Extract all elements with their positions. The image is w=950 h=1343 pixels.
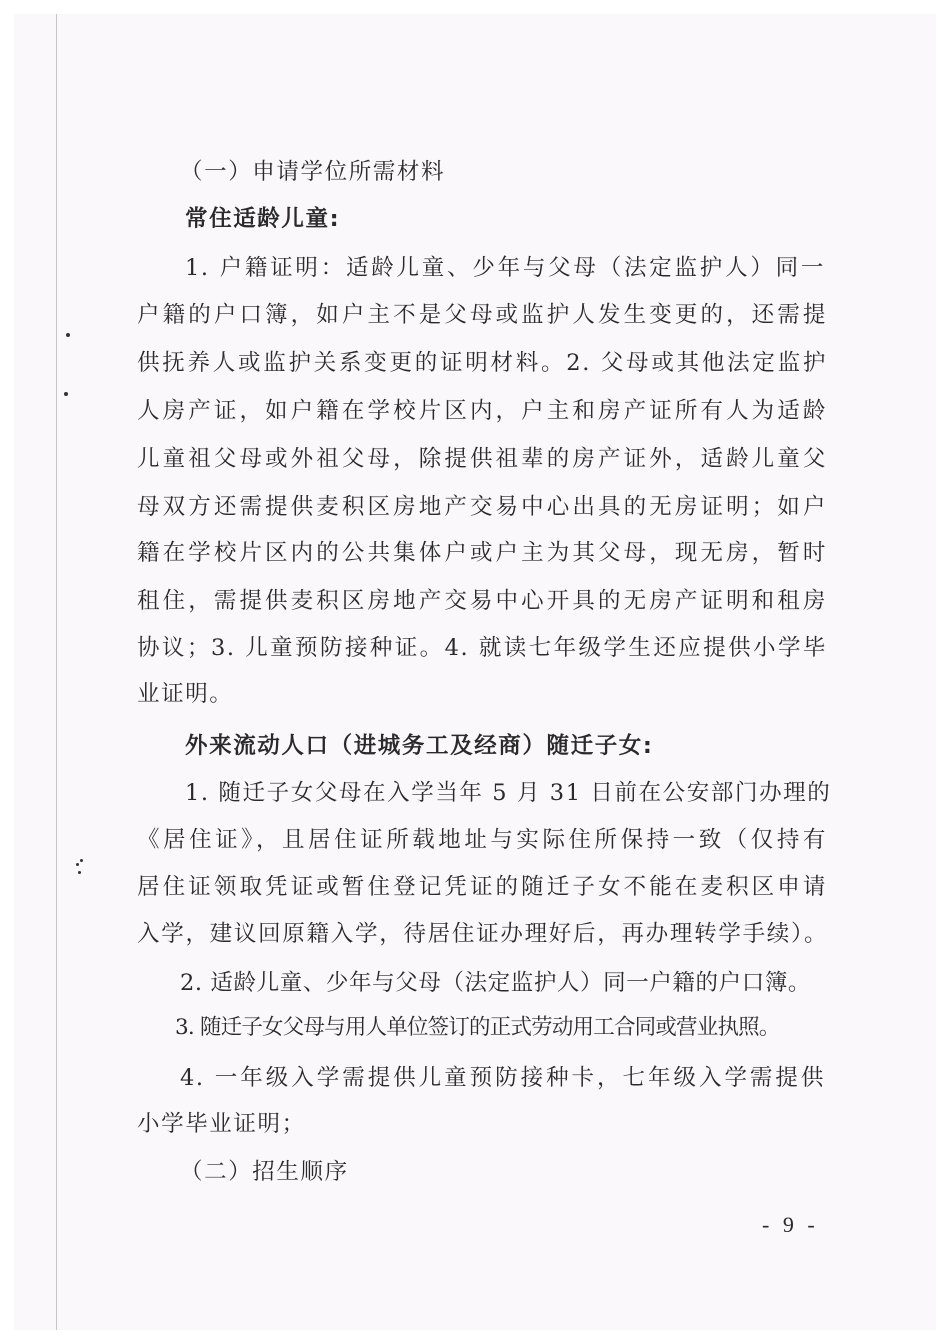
paragraph-line: 租住，需提供麦积区房地产交易中心开具的无房产证明和租房 [137,588,827,614]
paragraph-line: 4. 一年级入学需提供儿童预防接种卡，七年级入学需提供 [180,1065,825,1091]
section-heading-enrollment-order: （二）招生顺序 [180,1159,349,1185]
paragraph-line: 母双方还需提供麦积区房地产交易中心出具的无房证明；如户 [137,494,827,520]
scan-speck [80,859,83,862]
paragraph-line: 供抚养人或监护关系变更的证明材料。2. 父母或其他法定监护 [137,350,827,376]
scan-speck [64,392,68,396]
paragraph-line: 协议；3. 儿童预防接种证。4. 就读七年级学生还应提供小学毕 [137,635,827,661]
paragraph-line: 户籍的户口簿，如户主不是父母或监护人发生变更的，还需提 [137,302,827,328]
paragraph-line: 居住证领取凭证或暂住登记凭证的随迁子女不能在麦积区申请 [137,874,827,900]
binding-line [56,14,57,1330]
paragraph-line: 1. 户籍证明：适龄儿童、少年与父母（法定监护人）同一 [185,255,825,281]
group-title-migrant-children: 外来流动人口（进城务工及经商）随迁子女: [185,733,654,759]
paragraph-line: 3. 随迁子女父母与用人单位签订的正式劳动用工合同或营业执照。 [175,1015,780,1040]
paragraph-line: 儿童祖父母或外祖父母，除提供祖辈的房产证外，适龄儿童父 [137,446,827,472]
paragraph-line: 人房产证，如户籍在学校片区内，户主和房产证所有人为适龄 [137,398,827,424]
paragraph-line: 业证明。 [137,681,234,707]
paragraph-line: 1. 随迁子女父母在入学当年 5 月 31 日前在公安部门办理的 [185,780,832,806]
scan-speck [66,333,70,337]
paragraph-line: 入学，建议回原籍入学，待居住证办理好后，再办理转学手续）。 [137,921,827,947]
group-title-resident-children: 常住适龄儿童: [185,206,341,232]
paragraph-line: 籍在学校片区内的公共集体户或户主为其父母，现无房，暂时 [137,540,827,566]
page-number: - 9 - [762,1212,819,1237]
section-heading-materials: （一）申请学位所需材料 [180,159,446,185]
scan-speck [76,863,79,866]
paragraph-line: 小学毕业证明； [137,1111,306,1137]
scan-speck [78,871,81,874]
paragraph-line: 2. 适龄儿童、少年与父母（法定监护人）同一户籍的户口簿。 [180,970,812,996]
paragraph-line: 《居住证》，且居住证所载地址与实际住所保持一致（仅持有 [137,827,827,853]
